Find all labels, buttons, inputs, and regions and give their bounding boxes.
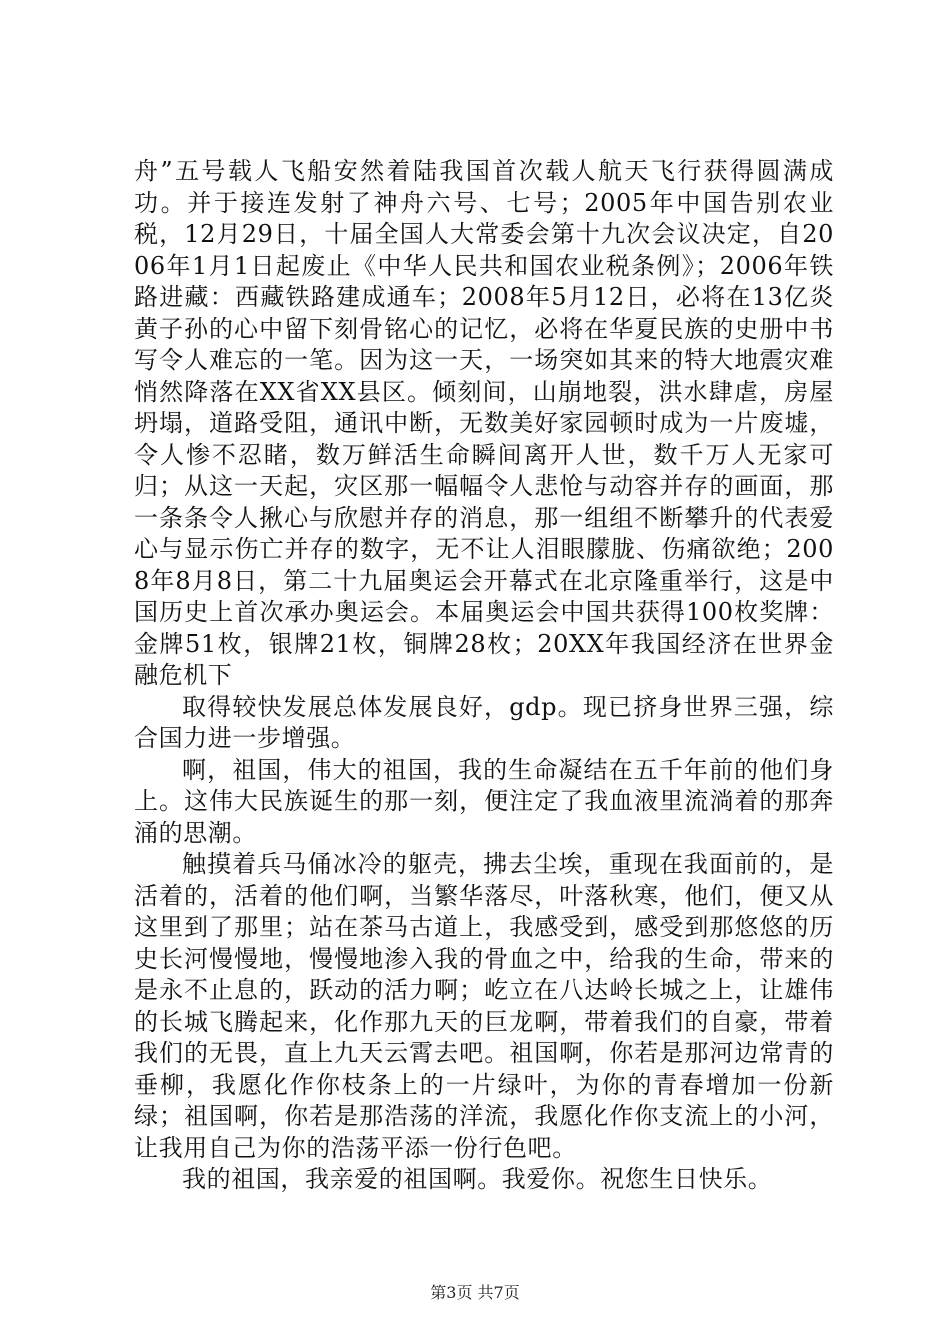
document-body: [134, 156, 834, 1196]
paragraph-5: 我的祖国，我亲爱的祖国啊。我爱你。祝您生日快乐。: [182, 1165, 773, 1193]
paragraph-3: 啊，祖国，伟大的祖国，我的生命凝结在五千年前的他们身上。这伟大民族诞生的那一刻，便注定了我血液里流淌着的那奔涌的思潮。: [134, 755, 834, 847]
paragraph-2: 取得较快发展总体发展良好，gdp。现已挤身世界三强，综合国力进一步增强。: [134, 692, 834, 752]
page-number-footer: 第3页 共7页: [430, 1283, 520, 1302]
paragraph-4: 触摸着兵马俑冰冷的躯壳，拂去尘埃，重现在我面前的，是活着的，活着的他们啊，当繁华落尽，叶落秋寒，他们，便又从这里到了那里；站在茶马古道上，我感受到，感受到那悠悠的历史长河慢慢地，慢慢地渗入我的骨血之中，给我的生命，带来的是永不止息的，跃动的活力啊；屹立在八达岭长城之上，让雄伟的长城飞腾起来，化作那九天的巨龙啊，带着我们的自豪，带着我们的无畏，直上九天云霄去吧。祖国啊，你若是那河边常青的垂柳，我愿化作你枝条上的一片绿叶，为你的青春增加一份新绿；祖国啊，你若是那浩荡的洋流，我愿化作你支流上的小河，让我用自己为你的浩荡平添一份行色吧。: [134, 850, 834, 1162]
paragraph-1: 舟”五号载人飞船安然着陆我国首次载人航天飞行获得圆满成功。并于接连发射了神舟六号、七号；2005年中国告别农业税，12月29日，十届全国人大常委会第十九次会议决定，自2006年1月1日起废止《中华人民共和国农业税条例》；2006年铁路进藏：西藏铁路建成通车；2008年5月12日，必将在13亿炎黄子孙的心中留下刻骨铭心的记忆，必将在华夏民族的史册中书写令人难忘的一笔。因为这一天，一场突如其来的特大地震灾难悄然降落在XX省XX县区。倾刻间，山崩地裂，洪水肆虐，房屋坍塌，道路受阻，通讯中断，无数美好家园顿时成为一片废墟，令人惨不忍睹，数万鲜活生命瞬间离开人世，数千万人无家可归；从这一天起，灾区那一幅幅令人悲怆与动容并存的画面，那一条条令人揪心与欣慰并存的消息，那一组组不断攀升的代表爱心与显示伤亡并存的数字，无不让人泪眼朦胧、伤痛欲绝；2008年8月8日，第二十九届奥运会开幕式在北京隆重举行，这是中国历史上首次承办奥运会。本届奥运会中国共获得100枚奖牌：金牌51枚，银牌21枚，铜牌28枚；20XX年我国经济在世界金融危机下: [134, 157, 834, 689]
